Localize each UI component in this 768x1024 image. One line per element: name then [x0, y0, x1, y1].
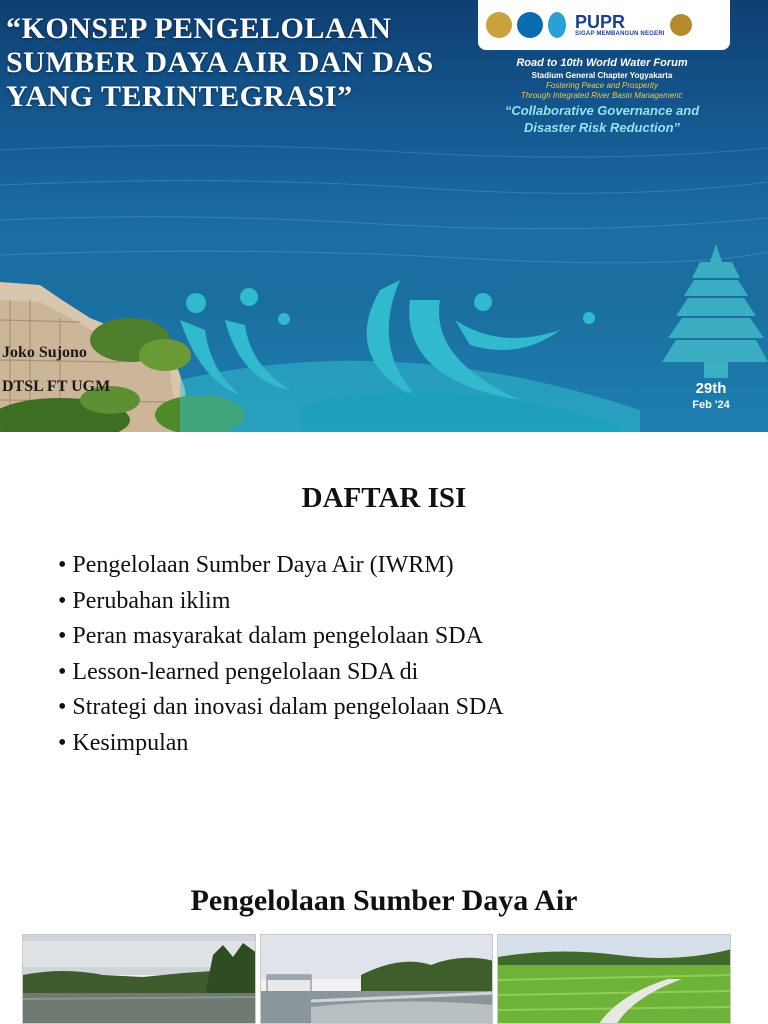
- water-drop-logo-icon: [548, 12, 566, 38]
- event-info: [482, 56, 722, 135]
- event-date-month: Feb '24: [692, 399, 730, 411]
- table-of-contents-slide: [0, 440, 768, 780]
- event-foster-line-2: Through Integrated River Basin Management:: [520, 91, 684, 100]
- toc-item: • Lesson-learned pengelolaan SDA di: [58, 655, 504, 691]
- world-water-forum-10-logo-icon: [517, 12, 543, 38]
- toc-item: • Pengelolaan Sumber Daya Air (IWRM): [58, 548, 504, 584]
- sponsor-logo-strip: [478, 0, 730, 50]
- toc-item: • Strategi dan inovasi dalam pengelolaan SDA: [58, 690, 504, 726]
- event-theme-line-2: Disaster Risk Reduction”: [523, 120, 681, 135]
- cover-slide: [0, 0, 768, 432]
- section-heading: Pengelolaan Sumber Daya Air: [190, 884, 578, 917]
- toc-list: [58, 548, 504, 761]
- river-photo: [22, 934, 256, 1024]
- event-theme-line-1: “Collaborative Governance and: [504, 103, 700, 118]
- toc-item: • Peran masyarakat dalam pengelolaan SDA: [58, 619, 504, 655]
- weir-photo: [260, 934, 493, 1024]
- presenter-name: Joko Sujono: [2, 344, 87, 361]
- event-road-title: Road to 10th World Water Forum: [516, 57, 688, 69]
- event-foster-line-1: Fostering Peace and Prosperity: [545, 81, 659, 90]
- garuda-emblem-icon: [486, 12, 512, 38]
- toc-heading: DAFTAR ISI: [301, 482, 467, 514]
- toc-item: • Perubahan iklim: [58, 584, 504, 620]
- presentation-title: “KONSEP PENGELOLAAN SUMBER DAYA AIR DAN DAS YANG TERINTEGRASI”: [6, 12, 434, 113]
- toc-item: • Kesimpulan: [58, 726, 504, 762]
- ugm-seal-icon: [670, 14, 692, 36]
- pupr-tagline: SIGAP MEMBANGUN NEGERI: [575, 31, 665, 37]
- pupr-logo: [575, 13, 665, 37]
- event-chapter: Stadium General Chapter Yogyakarta: [531, 71, 673, 80]
- event-date: [688, 380, 734, 412]
- pupr-logo-text: PUPR: [575, 12, 626, 32]
- rice-field-canal-photo: [497, 934, 731, 1024]
- presenter-institution: DTSL FT UGM: [2, 378, 111, 395]
- event-date-day: 29th: [695, 380, 727, 397]
- wave-motif: [180, 280, 640, 432]
- pagoda-silhouette: [662, 244, 768, 378]
- sea-ripples: [0, 145, 768, 262]
